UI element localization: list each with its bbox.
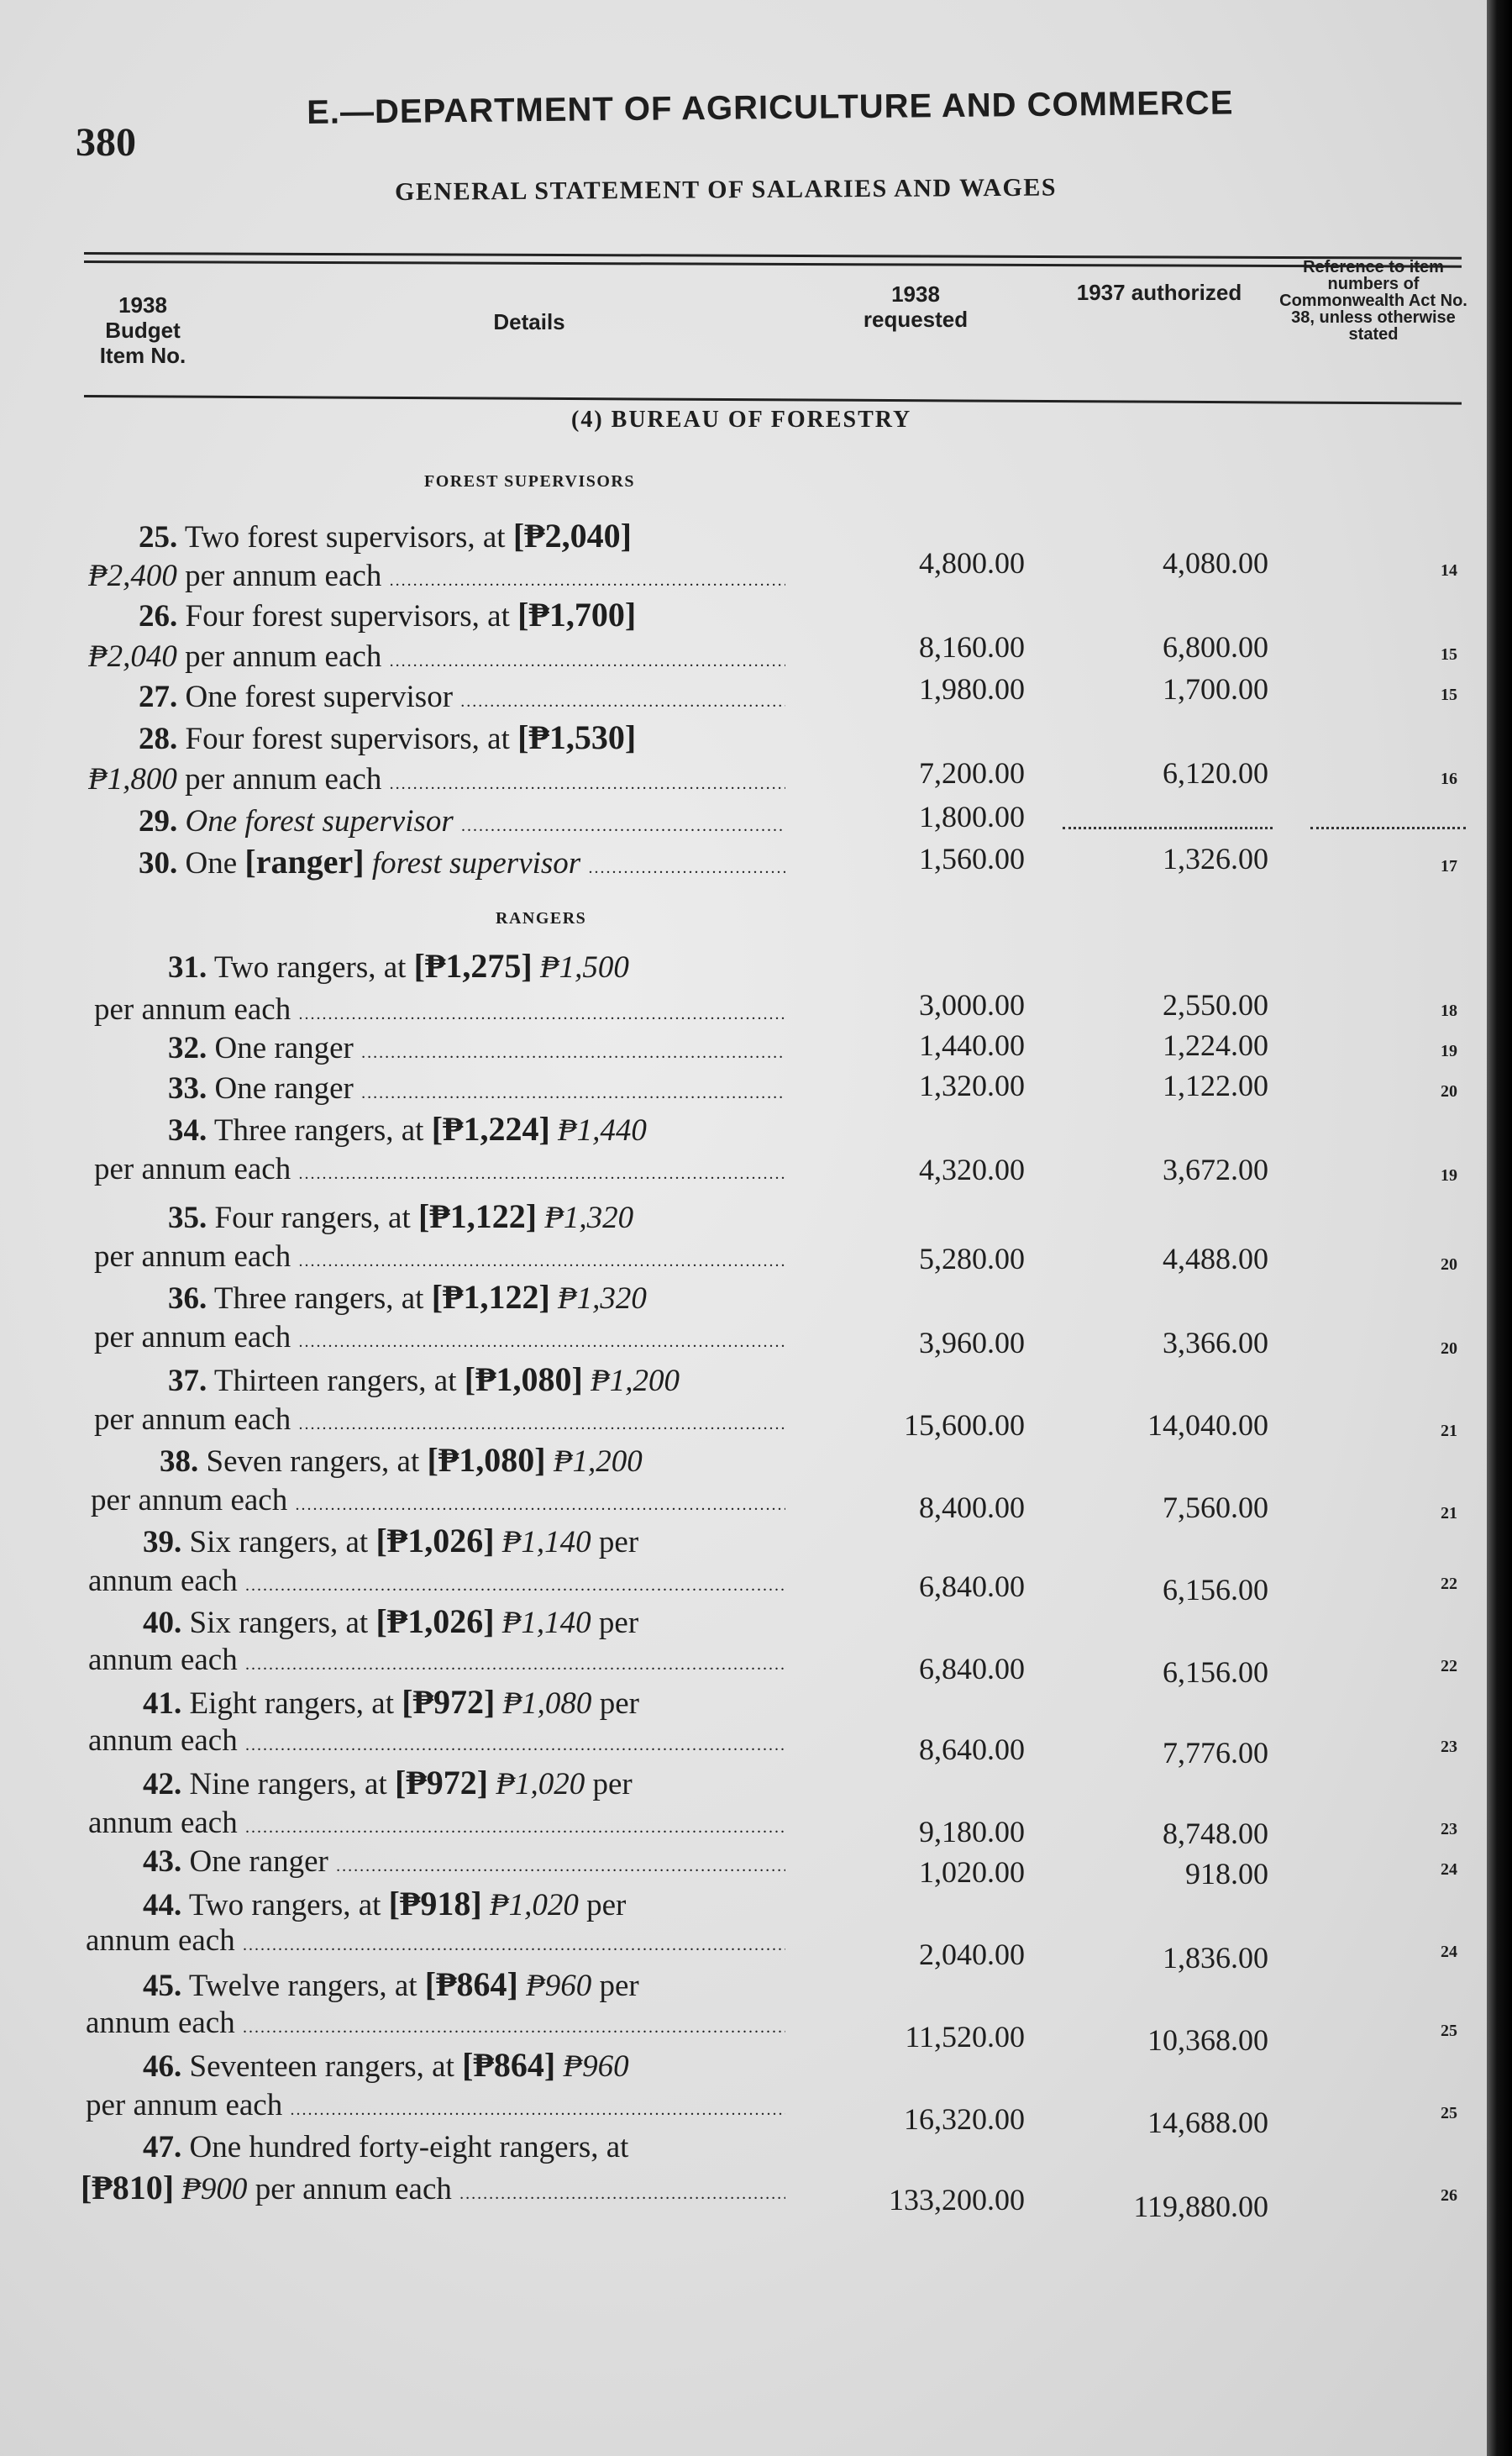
item-42-line-2: annum each ..... <box>88 1805 785 1842</box>
item-27-authorized: 1,700.00 <box>1163 672 1268 706</box>
item-35-line-1: 35. Four rangers, at [₱1,122] ₱1,320 <box>168 1198 634 1235</box>
item-26-reference: 15 <box>1441 645 1457 664</box>
item-36-line-1: 36. Three rangers, at [₱1,122] ₱1,320 <box>168 1279 647 1316</box>
item-number: 25. <box>139 520 178 555</box>
item-26-authorized: 6,800.00 <box>1163 630 1268 664</box>
item-44-authorized: 1,836.00 <box>1163 1941 1268 1975</box>
item-29-authorized-blank <box>1063 823 1273 829</box>
item-34-authorized: 3,672.00 <box>1163 1153 1268 1186</box>
item-40-authorized: 6,156.00 <box>1163 1655 1268 1689</box>
item-25-requested: 4,800.00 <box>919 546 1025 580</box>
col-details-header: Details <box>493 309 565 334</box>
item-38-line-2: per annum each ..... <box>91 1482 785 1519</box>
item-31-requested: 3,000.00 <box>919 988 1025 1022</box>
item-40-line-1: 40. Six rangers, at [₱1,026] ₱1,140 per <box>143 1603 639 1640</box>
item-28-line-2: ₱1,800 per annum each ..... <box>88 761 785 798</box>
item-43-authorized: 918.00 <box>1185 1857 1268 1891</box>
item-41-authorized: 7,776.00 <box>1163 1736 1268 1770</box>
statement-subtitle: GENERAL STATEMENT OF SALARIES AND WAGES <box>395 173 1058 206</box>
item-26-line-2: ₱2,040 per annum each ..... <box>88 639 785 676</box>
item-37-authorized: 14,040.00 <box>1147 1408 1268 1442</box>
item-47-requested: 133,200.00 <box>889 2183 1025 2217</box>
item-45-line-2: annum each ..... <box>86 2005 785 2042</box>
top-rule <box>84 252 1462 260</box>
item-36-line-2: per annum each ..... <box>94 1319 785 1356</box>
item-44-reference: 24 <box>1441 1943 1457 1961</box>
item-34-requested: 4,320.00 <box>919 1153 1025 1186</box>
item-31-line-2: per annum each ..... <box>94 991 785 1028</box>
item-47-authorized: 119,880.00 <box>1133 2190 1268 2223</box>
item-43-line: 43. One ranger ..... <box>143 1843 785 1880</box>
item-38-line-1: 38. Seven rangers, at [₱1,080] ₱1,200 <box>160 1442 643 1479</box>
item-42-line-1: 42. Nine rangers, at [₱972] ₱1,020 per <box>143 1764 633 1801</box>
item-40-requested: 6,840.00 <box>919 1652 1025 1686</box>
item-40-reference: 22 <box>1441 1657 1457 1675</box>
item-30-line: 30. One [ranger] forest supervisor ..... <box>139 844 785 881</box>
item-27-reference: 15 <box>1441 686 1457 704</box>
item-33-line: 33. One ranger ..... <box>168 1070 785 1107</box>
item-41-line-2: annum each ..... <box>88 1722 785 1759</box>
item-37-reference: 21 <box>1441 1422 1457 1440</box>
item-29-line: 29. One forest supervisor ..... <box>139 803 785 840</box>
item-28-reference: 16 <box>1441 770 1457 788</box>
item-39-line-2: annum each ..... <box>88 1563 785 1600</box>
header-rule <box>84 395 1462 405</box>
item-41-requested: 8,640.00 <box>919 1733 1025 1766</box>
subsection-rangers: RANGERS <box>496 909 587 928</box>
item-37-line-2: per annum each ..... <box>94 1402 785 1438</box>
item-26-line-1: 26. Four forest supervisors, at [₱1,700] <box>139 597 637 634</box>
item-44-requested: 2,040.00 <box>919 1938 1025 1971</box>
item-47-line-2: [₱810] ₱900 per annum each ..... <box>81 2169 785 2206</box>
item-31-line-1: 31. Two rangers, at [₱1,275] ₱1,500 <box>168 948 629 985</box>
item-26-requested: 8,160.00 <box>919 630 1025 664</box>
item-46-line-2: per annum each ..... <box>86 2087 785 2124</box>
col-authorized-header: 1937 authorized <box>1076 280 1242 305</box>
item-38-requested: 8,400.00 <box>919 1491 1025 1524</box>
col-requested-header: 1938 requested <box>863 281 969 332</box>
item-39-reference: 22 <box>1441 1575 1457 1593</box>
item-36-reference: 20 <box>1441 1339 1457 1358</box>
item-30-reference: 17 <box>1441 857 1457 876</box>
item-42-authorized: 8,748.00 <box>1163 1817 1268 1850</box>
item-42-requested: 9,180.00 <box>919 1815 1025 1849</box>
book-spine <box>1487 0 1512 2456</box>
item-40-line-2: annum each ..... <box>88 1642 785 1679</box>
department-heading: E.—DEPARTMENT OF AGRICULTURE AND COMMERCE <box>307 84 1234 131</box>
item-28-line-1: 28. Four forest supervisors, at [₱1,530] <box>139 719 637 756</box>
item-39-line-1: 39. Six rangers, at [₱1,026] ₱1,140 per <box>143 1523 639 1559</box>
item-35-reference: 20 <box>1441 1255 1457 1274</box>
item-32-authorized: 1,224.00 <box>1163 1028 1268 1062</box>
item-34-line-1: 34. Three rangers, at [₱1,224] ₱1,440 <box>168 1111 647 1148</box>
item-34-line-2: per annum each ..... <box>94 1151 785 1188</box>
item-38-reference: 21 <box>1441 1504 1457 1523</box>
item-46-authorized: 14,688.00 <box>1147 2106 1268 2139</box>
item-36-requested: 3,960.00 <box>919 1326 1025 1359</box>
item-39-requested: 6,840.00 <box>919 1570 1025 1603</box>
item-41-line-1: 41. Eight rangers, at [₱972] ₱1,080 per <box>143 1684 639 1721</box>
item-30-authorized: 1,326.00 <box>1163 842 1268 876</box>
item-25-reference: 14 <box>1441 561 1457 580</box>
item-46-reference: 25 <box>1441 2104 1457 2122</box>
item-33-requested: 1,320.00 <box>919 1069 1025 1102</box>
item-25-authorized: 4,080.00 <box>1163 546 1268 580</box>
item-45-line-1: 45. Twelve rangers, at [₱864] ₱960 per <box>143 1966 639 2003</box>
item-27-line: 27. One forest supervisor ..... <box>139 679 785 716</box>
item-30-requested: 1,560.00 <box>919 842 1025 876</box>
item-35-authorized: 4,488.00 <box>1163 1242 1268 1275</box>
item-32-reference: 19 <box>1441 1042 1457 1060</box>
item-47-line-1: 47. One hundred forty-eight rangers, at <box>143 2130 629 2164</box>
item-37-requested: 15,600.00 <box>904 1408 1025 1442</box>
item-25-line-2: ₱2,400 per annum each ..... <box>88 558 785 595</box>
item-32-line: 32. One ranger ..... <box>168 1030 785 1067</box>
col-item-header: 1938 Budget Item No. <box>99 292 186 368</box>
item-25-line-1: 25. Two forest supervisors, at [₱2,040] <box>139 518 632 555</box>
item-44-line-2: annum each ..... <box>86 1922 785 1959</box>
item-29-reference-blank <box>1310 823 1466 829</box>
item-46-line-1: 46. Seventeen rangers, at [₱864] ₱960 <box>143 2047 629 2084</box>
item-45-requested: 11,520.00 <box>905 2020 1025 2054</box>
page-number: 380 <box>76 120 136 165</box>
item-46-requested: 16,320.00 <box>904 2102 1025 2136</box>
item-33-reference: 20 <box>1441 1082 1457 1101</box>
item-44-line-1: 44. Two rangers, at [₱918] ₱1,020 per <box>143 1885 627 1922</box>
item-45-reference: 25 <box>1441 2022 1457 2040</box>
item-43-requested: 1,020.00 <box>919 1855 1025 1889</box>
item-33-authorized: 1,122.00 <box>1163 1069 1268 1102</box>
item-37-line-1: 37. Thirteen rangers, at [₱1,080] ₱1,200 <box>168 1361 680 1398</box>
col-reference-header: Reference to item numbers of Commonwealth Act No. 38, unless otherwise stated <box>1279 258 1467 344</box>
item-35-line-2: per annum each ..... <box>94 1239 785 1275</box>
item-28-authorized: 6,120.00 <box>1163 756 1268 790</box>
item-31-reference: 18 <box>1441 1002 1457 1020</box>
item-36-authorized: 3,366.00 <box>1163 1326 1268 1359</box>
top-rule-2 <box>84 260 1462 268</box>
item-29-requested: 1,800.00 <box>919 800 1025 834</box>
section-title: (4) BUREAU OF FORESTRY <box>571 407 912 433</box>
item-41-reference: 23 <box>1441 1738 1457 1756</box>
item-34-reference: 19 <box>1441 1166 1457 1185</box>
item-39-authorized: 6,156.00 <box>1163 1573 1268 1607</box>
item-32-requested: 1,440.00 <box>919 1028 1025 1062</box>
subsection-forest-supervisors: FOREST SUPERVISORS <box>424 472 635 491</box>
item-31-authorized: 2,550.00 <box>1163 988 1268 1022</box>
item-43-reference: 24 <box>1441 1860 1457 1879</box>
item-27-requested: 1,980.00 <box>919 672 1025 706</box>
item-35-requested: 5,280.00 <box>919 1242 1025 1275</box>
item-28-requested: 7,200.00 <box>919 756 1025 790</box>
item-38-authorized: 7,560.00 <box>1163 1491 1268 1524</box>
item-47-reference: 26 <box>1441 2186 1457 2205</box>
item-42-reference: 23 <box>1441 1820 1457 1838</box>
item-45-authorized: 10,368.00 <box>1147 2023 1268 2057</box>
